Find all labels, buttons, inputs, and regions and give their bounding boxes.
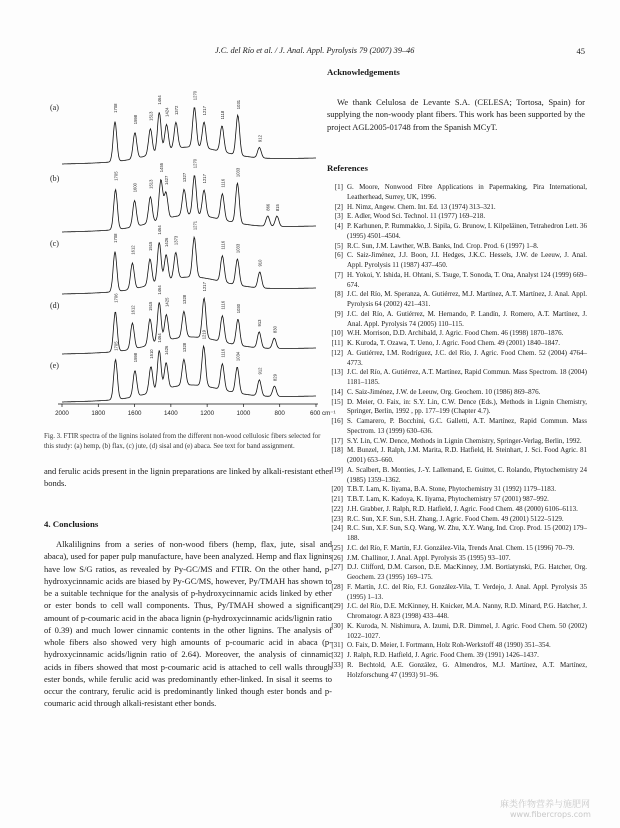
peak-label: 1706 (113, 293, 119, 303)
reference-number: [29] (331, 602, 343, 611)
spectrum-trace (62, 237, 316, 294)
peak-label: 1455 (158, 162, 164, 173)
x-tick-label: 1000 (236, 410, 251, 417)
acknowledgements-paragraph: We thank Celulosa de Levante S.A. (CELESA; Tortosa, Spain) for supplying the non-woody plant fibers. This work has been supported by the project AGL2005-01748 from the Spanish MCyT. (327, 97, 585, 132)
peak-label: 1373 (173, 235, 179, 246)
panel-label: (d) (50, 301, 60, 310)
peak-label: 1612 (130, 305, 136, 315)
reference-number: [17] (331, 436, 343, 445)
peak-label: 1030 (235, 303, 241, 314)
peak-label: 1217 (202, 282, 208, 292)
panel-label: (a) (50, 103, 59, 112)
peak-label: 1708 (112, 103, 118, 113)
peak-label: 1513 (148, 111, 154, 121)
reference-text: H. Nimz, Angew. Chem. Int. Ed. 13 (1974) 313–321. (347, 202, 496, 211)
peak-label: 912 (257, 367, 263, 375)
reference-text: T.B.T. Lam, K. Iiyama, B.A. Stone, Phytochemistry 31 (1992) 1179–1183. (347, 485, 557, 494)
acknowledgements-body (327, 96, 585, 133)
reference-number: [15] (331, 397, 343, 406)
reference-item (327, 544, 587, 554)
reference-text: D.J. Clifford, D.M. Carson, D.E. MacKinney, J.M. Bortiatynski, P.G. Hatcher, Org. Geochem. 23 (1995) 169–175. (347, 563, 587, 581)
reference-item (327, 505, 587, 515)
watermark-text: 麻类作物营养与施肥网 (500, 800, 591, 810)
reference-item (327, 622, 587, 642)
reference-item (327, 583, 587, 603)
peak-label: 815 (274, 204, 280, 212)
reference-item (327, 271, 587, 291)
x-tick-label: 1800 (91, 410, 106, 417)
reference-text: O. Faix, D. Meier, I. Fortmann, Holz Roh-Werkstoff 48 (1990) 351–354. (347, 641, 551, 650)
peak-label: 1327 (182, 172, 188, 183)
running-header (0, 46, 620, 58)
reference-number: [19] (331, 465, 343, 474)
peak-label: 1270 (192, 90, 198, 101)
spectrum-trace (62, 176, 316, 232)
reference-item (327, 446, 587, 466)
reference-text: P. Karhunen, P. Rummakko, J. Sipila, G. Brunow, I. Kilpeläinen, Tetrahedron Lett. 36 (1995) 4501–4504. (347, 222, 587, 240)
conclusions-body (44, 538, 332, 710)
reference-item (327, 183, 587, 203)
reference-list (327, 183, 587, 680)
ftir-figure (50, 66, 336, 428)
paragraph-continuation: and ferulic acids present in the lignin preparations are linked by alkali-resistant ether bonds. (44, 466, 332, 489)
reference-text: K. Kuroda, N. Nishimura, A. Izumi, D.R. Dimmel, J. Agric. Food Chem. 50 (2002) 1022–1027. (347, 621, 587, 640)
reference-item (327, 485, 587, 495)
reference-number: [12] (331, 348, 343, 357)
reference-number: [11] (331, 339, 343, 347)
peak-label: 1598 (132, 352, 138, 363)
reference-number: [10] (331, 329, 343, 338)
reference-item (327, 398, 587, 418)
reference-number: [33] (331, 660, 343, 669)
peak-label: 1328 (181, 342, 187, 353)
reference-number: [3] (334, 212, 343, 221)
reference-number: [20] (331, 485, 343, 494)
peak-label: 1118 (220, 110, 226, 120)
peak-label: 1464 (157, 333, 163, 343)
peak-label: 1217 (202, 106, 208, 116)
peak-label: 1328 (181, 294, 187, 305)
peak-label: 1116 (220, 240, 226, 250)
spectrum-trace (62, 298, 316, 354)
reference-item (327, 251, 587, 271)
x-tick-label: 800 (274, 410, 285, 417)
reference-text: R. Bechtold, A.E. González, G. Almendros, M.J. Martínez, A.T. Martínez, Holzforschung 47 (1993) 91–96. (347, 660, 587, 679)
reference-text: G. Moore, Nonwood Fibre Applications in Papermaking, Pira International, Leatherhead, Surrey, UK, 1996. (347, 183, 587, 201)
journal-citation: J.C. del Río et al. / J. Anal. Appl. Pyrolysis 79 (2007) 39–46 (215, 46, 415, 55)
peak-label: 913 (257, 319, 263, 327)
acknowledgements-heading: Acknowledgements (327, 67, 400, 77)
reference-item (327, 466, 587, 486)
peak-label: 1219 (201, 329, 207, 340)
reference-text: R.C. Sun, J.M. Lawther, W.B. Banks, Ind. Crop. Prod. 6 (1997) 1–8. (347, 241, 539, 250)
reference-number: [6] (334, 251, 343, 260)
reference-text: E. Adler, Wood Sci. Technol. 11 (1977) 169–218. (347, 212, 486, 221)
peak-label: 1116 (220, 348, 226, 358)
reference-number: [31] (331, 641, 343, 650)
reference-text: C. Saiz-Jiménez, J.W. de Leeuw, Org. Geochem. 10 (1986) 869–876. (347, 387, 541, 396)
reference-number: [4] (334, 222, 343, 230)
reference-text: F. Martín, J.C. del Río, F.J. González-Vila, T. Verdejo, J. Anal. Appl. Pyrolysis 35 (1995) 1–13. (347, 582, 587, 601)
reference-number: [27] (331, 563, 343, 572)
peak-label: 1510 (148, 349, 154, 359)
reference-item (327, 554, 587, 564)
reference-item (327, 329, 587, 339)
peak-label: 1515 (147, 241, 153, 251)
reference-text: R.C. Sun, X.F. Sun, S.H. Zhang, J. Agric. Food Chem. 49 (2001) 5122–5129. (347, 514, 564, 523)
peak-label: 1515 (147, 301, 153, 311)
reference-item (327, 388, 587, 398)
reference-number: [5] (334, 241, 343, 250)
peak-label: 1598 (132, 114, 138, 125)
reference-number: [14] (331, 387, 343, 396)
reference-text: D. Meier, O. Faix, in: S.Y. Lin, C.W. Dence (Eds.), Methods in Lignin Chemistry, Springer, Berlin, 1992 , pp. 177–199 (Chapter 4.7). (347, 397, 587, 416)
peak-label: 1426 (164, 237, 170, 247)
reference-text: H. Yokoi, Y. Ishida, H. Ohtani, S. Tsuge, T. Sonoda, T. Ona, Analyst 124 (1999) 669–674. (347, 270, 587, 289)
reference-item (327, 212, 587, 222)
reference-text: J.C. del Río, A. Gutiérrez, M. Hernando, P. Landín, J. Romero, A.T. Martínez, J. Anal. Appl. Pyrolysis 74 (2005) 110–115. (347, 309, 587, 328)
reference-text: A. Gutiérrez, I.M. Rodríguez, J.C. del Río, J. Agric. Food Chem. 52 (2004) 4764–4773. (347, 348, 587, 367)
reference-text: K. Kuroda, T. Ozawa, T. Ueno, J. Agric. Food Chem. 49 (2001) 1840–1847. (347, 339, 560, 347)
peak-label: 1217 (202, 174, 208, 184)
page-number: 45 (576, 46, 585, 56)
reference-number: [2] (334, 202, 343, 211)
reference-number: [16] (331, 417, 343, 425)
x-tick-label: 600 cm⁻¹ (310, 410, 336, 417)
reference-number: [22] (331, 504, 343, 513)
panel-label: (c) (50, 239, 59, 248)
reference-item (327, 602, 587, 622)
reference-number: [7] (334, 270, 343, 279)
reference-number: [1] (334, 183, 343, 191)
reference-number: [25] (331, 543, 343, 552)
reference-number: [9] (334, 309, 343, 318)
reference-number: [18] (331, 446, 343, 455)
reference-text: S. Camarero, P. Bocchini, G.C. Galletti, A.T. Martínez, Rapid Commun. Mass Spectrom. 13 (1999) 630–636. (347, 417, 587, 435)
reference-text: J. Ralph, R.D. Hatfield, J. Agric. Food Chem. 39 (1991) 1426–1437. (347, 651, 539, 659)
peak-label: 829 (272, 374, 278, 382)
peak-label: 1464 (157, 95, 163, 105)
reference-item (327, 368, 587, 388)
peak-label: 1033 (235, 167, 241, 178)
peak-label: 1513 (148, 179, 154, 189)
reference-item (327, 203, 587, 213)
reference-number: [32] (331, 651, 343, 659)
peak-label: 1031 (235, 99, 241, 110)
watermark-url: www.fibercrops.com (510, 810, 591, 819)
reference-item (327, 290, 587, 310)
reference-item (327, 437, 587, 447)
reference-text: J.C. del Río, D.E. McKinney, H. Knicker, M.A. Nanny, R.D. Minard, P.G. Hatcher, J. Chromatogr. A 823 (1998) 433–448. (347, 602, 587, 620)
reference-text: M. Bunzel, J. Ralph, J.M. Marita, R.D. Hatfield, H. Steinhart, J. Sci. Food Agric. 81 (2001) 653–660. (347, 446, 587, 464)
reference-number: [24] (331, 524, 343, 533)
reference-item (327, 222, 587, 242)
peak-label: 1600 (132, 182, 138, 193)
reference-item (327, 563, 587, 583)
x-tick-label: 1200 (200, 410, 215, 417)
peak-label: 1427 (163, 175, 169, 185)
spectrum-trace (62, 346, 316, 402)
reference-item (327, 310, 587, 330)
reference-item (327, 242, 587, 252)
reference-text: S.Y. Lin, C.W. Dence, Methods in Lignin Chemistry, Springer-Verlag, Berlin, 1992. (347, 436, 582, 445)
reference-number: [21] (331, 495, 343, 503)
peak-label: 1705 (113, 341, 119, 351)
x-tick-label: 2000 (55, 410, 69, 417)
reference-item (327, 495, 587, 505)
peak-label: 1034 (235, 351, 241, 362)
peak-label: 1116 (220, 178, 226, 188)
panel-label: (e) (50, 361, 59, 370)
panel-label: (b) (50, 174, 60, 183)
reference-item (327, 417, 587, 437)
figure-caption: Fig. 3. FTIR spectra of the lignins isolated from the different non-wood cellulosic fibers selected for this study: (a) hemp, (b) flax, (c) jute, (d) sisal and (e) abaca. See text for band assignment. (44, 433, 321, 450)
reference-text: C. Saiz-Jiménez, J.J. Boon, J.I. Hedges, J.K.C. Hessels, J.W. de Leeuw, J. Anal. Appl. Pyrolysis 11 (1987) 437–450. (347, 251, 587, 269)
peak-label: 1612 (130, 245, 136, 255)
conclusions-paragraph: Alkalilignins from a series of non-wood fibers (hemp, flax, jute, sisal and abaca), used for paper pulp manufacture, have been analyzed. Hemp and flax lignins have low S/G ratios, as revealed by Py-GC/MS and FTIR. On the other hand, p-hydroxycinnamic acids are biased by Py-GC/MS, however, Py/TMAH has shown to be a suitable technique for the analysis of p-hydroxycinnamic acids linked by ether or ester bonds to cell wall components. Thus, Py/TMAH showed a significant amount of p-coumaric acid in the abaca lignin (p-hydroxycinnamic acids/lignin ratio of 0.39) and much lower cinnamic contents in the other lignins. The analysis of whole fibers also showed very high amounts of p-coumaric acid in abaca (p-hydroxycinnamic acids/lignin ratio of 2.64). Moreover, the analysis of cinnamic acids in fibers showed that most p-coumaric acid is attached to cell walls through ester bonds, while ferulic acid was predominantly ether-linked. In sisal it seems to occur the contrary, ferulic acid is predominantly linked though ester bonds and p-coumaric acid through alkali-resistant ether bonds. (44, 539, 332, 709)
peak-label: 1708 (112, 233, 118, 243)
peak-label: 1705 (113, 171, 119, 181)
peak-label: 1464 (157, 225, 163, 235)
peak-label: 1425 (164, 297, 170, 307)
reference-text: A. Scalbert, B. Monties, J.-Y. Lallemand, E. Guittet, C. Rolando, Phytochemistry 24 (1985) 1359–1362. (347, 465, 587, 484)
reference-text: W.H. Morrison, D.D. Archibald, J. Agric. Food Chem. 46 (1998) 1870–1876. (347, 329, 564, 338)
reference-item (327, 661, 587, 681)
peak-label: 912 (257, 135, 263, 143)
conclusions-heading: 4. Conclusions (44, 519, 99, 529)
x-tick-label: 1600 (127, 410, 142, 417)
peak-label: 1033 (235, 243, 241, 254)
reference-item (327, 349, 587, 369)
reference-number: [26] (331, 553, 343, 562)
reference-text: J.H. Grabber, J. Ralph, R.D. Hatfield, J. Agric. Food Chem. 48 (2000) 6106–6113. (347, 504, 578, 513)
reference-text: T.B.T. Lam, K. Kadoya, K. Iiyama, Phytochemistry 57 (2001) 987–992. (347, 495, 549, 503)
reference-number: [13] (331, 368, 343, 377)
spectrum-trace (62, 108, 316, 164)
peak-label: 1426 (164, 345, 170, 355)
reference-item (327, 515, 587, 525)
reference-text: R.C. Sun, X.F. Sun, S.Q. Wang, W. Zhu, X.Y. Wang, Ind. Crop. Prod. 15 (2002) 179–188. (347, 524, 587, 542)
peak-label: 866 (265, 203, 271, 211)
peak-label: 1271 (192, 220, 198, 231)
references-heading: References (327, 163, 368, 173)
reference-number: [8] (334, 290, 343, 299)
reference-text: J.M. Challinor, J. Anal. Appl. Pyrolysis 35 (1995) 93–107. (347, 553, 511, 562)
reference-number: [23] (331, 514, 343, 523)
reference-item (327, 524, 587, 544)
peak-label: 1464 (157, 285, 163, 295)
x-tick-label: 1400 (163, 410, 178, 417)
reference-text: J.C. del Río, F. Martín, F.J. González-Vila, Trends Anal. Chem. 15 (1996) 70–79. (347, 543, 575, 552)
peak-label: 830 (272, 326, 278, 334)
peak-label: 1424 (164, 107, 170, 117)
reference-number: [30] (331, 621, 343, 630)
reference-text: J.C. del Río, M. Speranza, A. Gutiérrez, M.J. Martínez, A.T. Martínez, J. Anal. Appl. Pyrolysis 64 (2002) 421–431. (347, 290, 587, 308)
reference-item (327, 641, 587, 651)
peak-label: 1270 (192, 158, 198, 169)
reference-item (327, 651, 587, 661)
ftir-spectra-plot (50, 66, 336, 428)
peak-label: 1116 (220, 300, 226, 310)
peak-label: 910 (257, 259, 263, 267)
reference-item (327, 339, 587, 349)
reference-text: J.C. del Río, A. Gutiérrez, A.T. Martínez, Rapid Commun. Mass Spectrom. 18 (2004) 1181–1185. (347, 368, 587, 386)
peak-label: 1372 (173, 105, 179, 116)
reference-number: [28] (331, 582, 343, 591)
